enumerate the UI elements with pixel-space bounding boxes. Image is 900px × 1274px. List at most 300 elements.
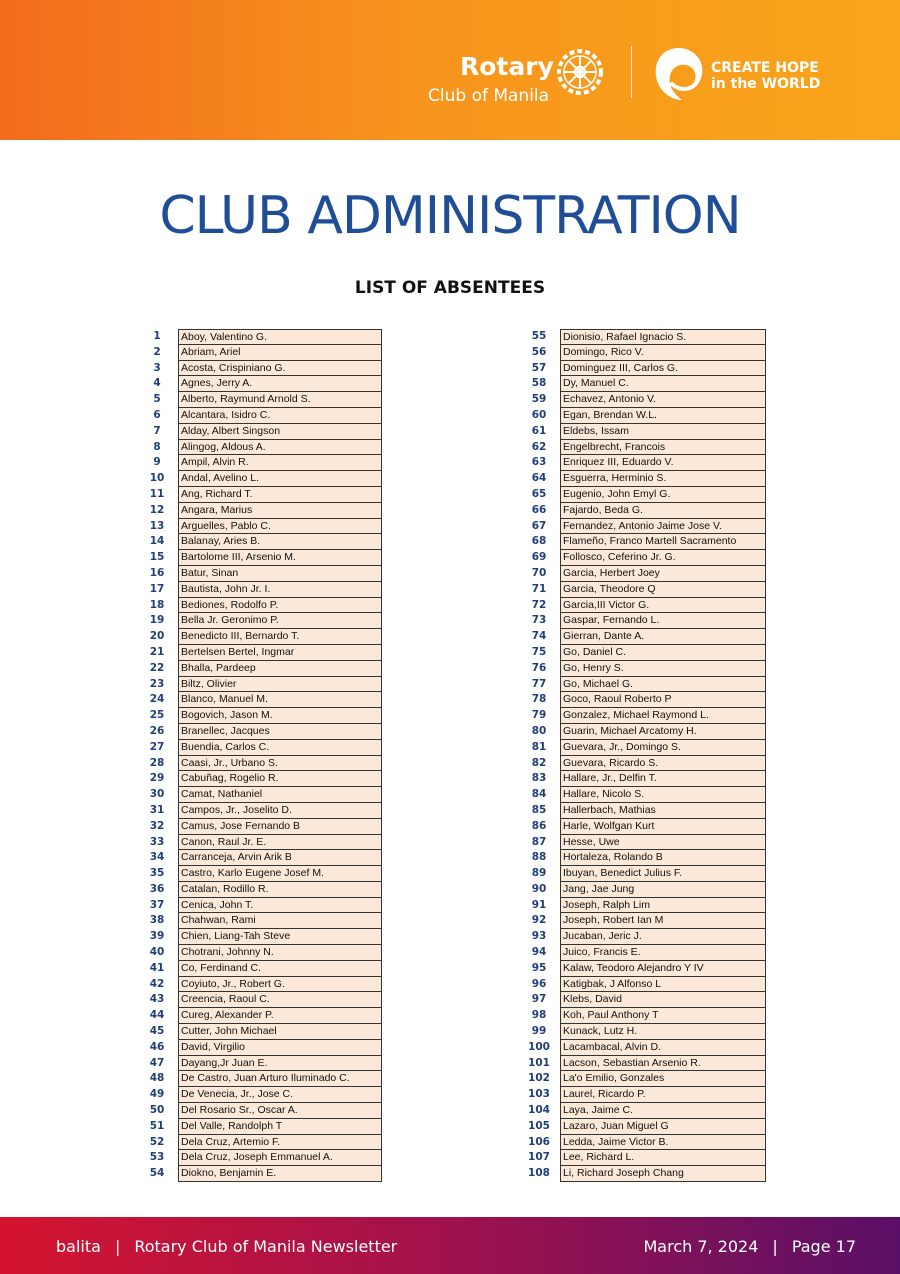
member-name: Hallerbach, Mathias [560, 803, 766, 819]
member-name: Del Valle, Randolph T [178, 1119, 382, 1135]
row-number: 77 [531, 677, 547, 690]
row-number: 59 [531, 393, 547, 406]
table-row [136, 819, 382, 835]
table-row [518, 866, 766, 882]
table-row [518, 819, 766, 835]
table-row [518, 550, 766, 566]
row-number: 45 [149, 1025, 165, 1038]
row-number: 41 [149, 961, 165, 974]
row-number: 46 [149, 1040, 165, 1053]
member-name: Agnes, Jerry A. [178, 376, 382, 392]
create-hope-text [711, 60, 820, 92]
member-name: Biltz, Olivier [178, 677, 382, 693]
table-row [518, 1135, 766, 1151]
table-row [136, 613, 382, 629]
row-number: 26 [149, 724, 165, 737]
table-row [518, 803, 766, 819]
table-row [518, 977, 766, 993]
row-number: 25 [149, 709, 165, 722]
member-name: Dy, Manuel C. [560, 376, 766, 392]
member-name: La'o Emilio, Gonzales [560, 1071, 766, 1087]
page-number: Page 17 [791, 1237, 856, 1256]
table-row [518, 1166, 766, 1182]
table-row [136, 708, 382, 724]
member-name: Alday, Albert Singson [178, 424, 382, 440]
row-number: 82 [531, 756, 547, 769]
member-name: Arguelles, Pablo C. [178, 519, 382, 535]
member-name: Coyiuto, Jr., Robert G. [178, 977, 382, 993]
member-name: Koh, Paul Anthony T [560, 1008, 766, 1024]
member-name: Laya, Jaime C. [560, 1103, 766, 1119]
table-row [518, 898, 766, 914]
member-name: Flameño, Franco Martell Sacramento [560, 534, 766, 550]
table-row [136, 424, 382, 440]
table-row [136, 487, 382, 503]
member-name: Canon, Raul Jr. E. [178, 835, 382, 851]
row-number: 70 [531, 566, 547, 579]
table-row [518, 1103, 766, 1119]
newsletter-name: Rotary Club of Manila Newsletter [134, 1237, 398, 1256]
row-number: 80 [531, 724, 547, 737]
member-name: Engelbrecht, Francois [560, 440, 766, 456]
member-name: Caasi, Jr., Urbano S. [178, 756, 382, 772]
logo-club-name: Club of Manila [428, 86, 550, 106]
member-name: Camat, Nathaniel [178, 787, 382, 803]
member-name: Kunack, Lutz H. [560, 1024, 766, 1040]
table-row [136, 1040, 382, 1056]
row-number: 8 [153, 440, 161, 453]
table-row [136, 850, 382, 866]
row-number: 99 [531, 1025, 547, 1038]
table-row [518, 487, 766, 503]
member-name: Goco, Raoul Roberto P [560, 692, 766, 708]
member-name: Dela Cruz, Joseph Emmanuel A. [178, 1150, 382, 1166]
member-name: Cutter, John Michael [178, 1024, 382, 1040]
row-number: 69 [531, 551, 547, 564]
row-number: 104 [528, 1104, 550, 1117]
table-row [518, 471, 766, 487]
row-number: 103 [528, 1088, 550, 1101]
row-number: 27 [149, 740, 165, 753]
table-row [136, 1119, 382, 1135]
table-row [518, 677, 766, 693]
row-number: 14 [149, 535, 165, 548]
row-number: 9 [153, 456, 161, 469]
table-row [136, 756, 382, 772]
table-row [518, 455, 766, 471]
row-number: 76 [531, 661, 547, 674]
row-number: 15 [149, 551, 165, 564]
table-row [518, 724, 766, 740]
row-number: 89 [531, 867, 547, 880]
row-number: 74 [531, 630, 547, 643]
footer-separator: | [114, 1237, 121, 1256]
member-name: Dela Cruz, Artemio F. [178, 1135, 382, 1151]
header-banner [0, 0, 900, 140]
table-row [136, 582, 382, 598]
member-name: Kalaw, Teodoro Alejandro Y IV [560, 961, 766, 977]
member-name: Batur, Sinan [178, 566, 382, 582]
logo-word: Rotary [460, 52, 554, 81]
table-row [518, 503, 766, 519]
table-row [136, 392, 382, 408]
row-number: 90 [531, 882, 547, 895]
member-name: Del Rosario Sr., Oscar A. [178, 1103, 382, 1119]
table-row [518, 361, 766, 377]
row-number: 55 [531, 330, 547, 342]
row-number: 81 [531, 740, 547, 753]
member-name: Hortaleza, Rolando B [560, 850, 766, 866]
table-row [136, 866, 382, 882]
member-name: Angara, Marius [178, 503, 382, 519]
member-name: Go, Michael G. [560, 677, 766, 693]
table-row [518, 992, 766, 1008]
table-row [136, 1087, 382, 1103]
member-name: Fajardo, Beda G. [560, 503, 766, 519]
row-number: 17 [149, 582, 165, 595]
member-name: Hallare, Jr., Delfin T. [560, 771, 766, 787]
member-name: Esguerra, Herminio S. [560, 471, 766, 487]
member-name: Go, Henry S. [560, 661, 766, 677]
row-number: 1 [153, 330, 161, 342]
table-row [136, 1056, 382, 1072]
row-number: 13 [149, 519, 165, 532]
member-name: Abriam, Ariel [178, 345, 382, 361]
row-number: 20 [149, 630, 165, 643]
table-row [136, 945, 382, 961]
table-row [518, 345, 766, 361]
row-number: 3 [153, 361, 161, 374]
row-number: 31 [149, 803, 165, 816]
row-number: 106 [528, 1135, 550, 1148]
member-name: Bella Jr. Geronimo P. [178, 613, 382, 629]
member-name: Campos, Jr., Joselito D. [178, 803, 382, 819]
member-name: Jang, Jae Jung [560, 882, 766, 898]
member-name: De Venecia, Jr., Jose C. [178, 1087, 382, 1103]
table-row [136, 1166, 382, 1182]
row-number: 52 [149, 1135, 165, 1148]
row-number: 98 [531, 1009, 547, 1022]
table-row [518, 376, 766, 392]
row-number: 43 [149, 993, 165, 1006]
member-name: Katigbak, J Alfonso L [560, 977, 766, 993]
row-number: 100 [528, 1040, 550, 1053]
row-number: 94 [531, 946, 547, 959]
member-name: Jucaban, Jeric J. [560, 929, 766, 945]
row-number: 105 [528, 1119, 550, 1132]
member-name: Joseph, Ralph Lim [560, 898, 766, 914]
row-number: 4 [153, 377, 161, 390]
footer-left [56, 1237, 397, 1256]
member-name: Chahwan, Rami [178, 913, 382, 929]
member-name: Dayang,Jr Juan E. [178, 1056, 382, 1072]
row-number: 78 [531, 693, 547, 706]
table-row [136, 519, 382, 535]
page-title: CLUB ADMINISTRATION [159, 186, 741, 246]
member-name: Ang, Richard T. [178, 487, 382, 503]
table-row [136, 835, 382, 851]
table-row [136, 503, 382, 519]
table-row [518, 392, 766, 408]
member-name: Balanay, Aries B. [178, 534, 382, 550]
row-number: 38 [149, 914, 165, 927]
table-row [518, 598, 766, 614]
table-row [518, 424, 766, 440]
row-number: 40 [149, 946, 165, 959]
member-name: Acosta, Crispiniano G. [178, 361, 382, 377]
table-row [518, 945, 766, 961]
member-name: Alberto, Raymund Arnold S. [178, 392, 382, 408]
row-number: 12 [149, 503, 165, 516]
table-row [518, 1087, 766, 1103]
member-name: Hallare, Nicolo S. [560, 787, 766, 803]
table-row [136, 329, 382, 345]
row-number: 35 [149, 867, 165, 880]
table-row [518, 692, 766, 708]
member-name: Bertelsen Bertel, Ingmar [178, 645, 382, 661]
row-number: 91 [531, 898, 547, 911]
publication-name: balita [56, 1237, 101, 1256]
table-row [518, 582, 766, 598]
table-row [136, 1135, 382, 1151]
member-name: Dominguez III, Carlos G. [560, 361, 766, 377]
row-number: 23 [149, 677, 165, 690]
row-number: 60 [531, 408, 547, 421]
table-row [518, 787, 766, 803]
row-number: 57 [531, 361, 547, 374]
table-row [518, 835, 766, 851]
member-name: Enriquez III, Eduardo V. [560, 455, 766, 471]
table-row [518, 771, 766, 787]
table-row [136, 787, 382, 803]
table-row [518, 850, 766, 866]
table-row [136, 882, 382, 898]
member-name: Bartolome III, Arsenio M. [178, 550, 382, 566]
table-row [136, 645, 382, 661]
row-number: 42 [149, 977, 165, 990]
footer-right [643, 1237, 856, 1256]
member-name: Eldebs, Issam [560, 424, 766, 440]
table-row [518, 440, 766, 456]
member-name: Joseph, Robert Ian M [560, 913, 766, 929]
member-name: Eugenio, John Emyl G. [560, 487, 766, 503]
row-number: 28 [149, 756, 165, 769]
table-row [136, 692, 382, 708]
row-number: 95 [531, 961, 547, 974]
table-row [136, 1150, 382, 1166]
member-name: Lacambacal, Alvin D. [560, 1040, 766, 1056]
member-name: Hesse, Uwe [560, 835, 766, 851]
row-number: 6 [153, 408, 161, 421]
row-number: 47 [149, 1056, 165, 1069]
member-name: Juico, Francis E. [560, 945, 766, 961]
member-name: Bediones, Rodolfo P. [178, 598, 382, 614]
row-number: 2 [153, 345, 161, 358]
row-number: 5 [153, 393, 161, 406]
row-number: 108 [528, 1167, 550, 1180]
member-name: Harle, Wolfgan Kurt [560, 819, 766, 835]
table-row [136, 550, 382, 566]
member-name: Follosco, Ceferino Jr. G. [560, 550, 766, 566]
member-name: Alcantara, Isidro C. [178, 408, 382, 424]
table-row [136, 534, 382, 550]
member-name: David, Virgilio [178, 1040, 382, 1056]
table-row [518, 519, 766, 535]
member-name: Branellec, Jacques [178, 724, 382, 740]
table-row [136, 598, 382, 614]
table-row [136, 566, 382, 582]
table-row [518, 1071, 766, 1087]
row-number: 75 [531, 645, 547, 658]
row-number: 29 [149, 772, 165, 785]
table-row [518, 1008, 766, 1024]
row-number: 37 [149, 898, 165, 911]
member-name: Guevara, Ricardo S. [560, 756, 766, 772]
row-number: 93 [531, 930, 547, 943]
table-row [518, 1024, 766, 1040]
table-row [136, 1071, 382, 1087]
table-row [136, 345, 382, 361]
row-number: 24 [149, 693, 165, 706]
member-name: Go, Daniel C. [560, 645, 766, 661]
table-row [136, 961, 382, 977]
table-row [518, 1150, 766, 1166]
member-name: Dionisio, Rafael Ignacio S. [560, 329, 766, 345]
member-name: Guevara, Jr., Domingo S. [560, 740, 766, 756]
member-name: Cabuñag, Rogelio R. [178, 771, 382, 787]
table-row [518, 740, 766, 756]
row-number: 11 [149, 487, 165, 500]
row-number: 30 [149, 788, 165, 801]
member-name: Chotrani, Johnny N. [178, 945, 382, 961]
member-name: Lacson, Sebastian Arsenio R. [560, 1056, 766, 1072]
table-row [518, 408, 766, 424]
row-number: 86 [531, 819, 547, 832]
row-number: 63 [531, 456, 547, 469]
row-number: 61 [531, 424, 547, 437]
member-name: Co, Ferdinand C. [178, 961, 382, 977]
row-number: 97 [531, 993, 547, 1006]
table-row [518, 913, 766, 929]
row-number: 67 [531, 519, 547, 532]
row-number: 49 [149, 1088, 165, 1101]
row-number: 22 [149, 661, 165, 674]
table-row [136, 361, 382, 377]
table-row [518, 661, 766, 677]
member-name: Li, Richard Joseph Chang [560, 1166, 766, 1182]
table-row [136, 376, 382, 392]
table-row [518, 1056, 766, 1072]
table-row [518, 708, 766, 724]
table-row [518, 756, 766, 772]
member-name: Lee, Richard L. [560, 1150, 766, 1166]
member-name: Klebs, David [560, 992, 766, 1008]
table-row [518, 961, 766, 977]
row-number: 19 [149, 614, 165, 627]
row-number: 102 [528, 1072, 550, 1085]
row-number: 34 [149, 851, 165, 864]
list-subtitle: LIST OF ABSENTEES [354, 278, 546, 298]
row-number: 50 [149, 1104, 165, 1117]
member-name: Egan, Brendan W.L. [560, 408, 766, 424]
table-row [518, 534, 766, 550]
row-number: 84 [531, 788, 547, 801]
row-number: 48 [149, 1072, 165, 1085]
member-name: Camus, Jose Fernando B [178, 819, 382, 835]
member-name: Gaspar, Fernando L. [560, 613, 766, 629]
member-name: Buendia, Carlos C. [178, 740, 382, 756]
member-name: Andal, Avelino L. [178, 471, 382, 487]
table-row [136, 724, 382, 740]
row-number: 88 [531, 851, 547, 864]
table-row [518, 882, 766, 898]
header-divider [631, 46, 632, 98]
table-row [136, 661, 382, 677]
row-number: 56 [531, 345, 547, 358]
member-name: Bogovich, Jason M. [178, 708, 382, 724]
row-number: 51 [149, 1119, 165, 1132]
member-name: Guarin, Michael Arcatomy H. [560, 724, 766, 740]
table-row [518, 1119, 766, 1135]
table-row [518, 1040, 766, 1056]
table-row [136, 440, 382, 456]
member-name: Castro, Karlo Eugene Josef M. [178, 866, 382, 882]
row-number: 18 [149, 598, 165, 611]
rotary-wheel-icon [552, 44, 608, 100]
row-number: 92 [531, 914, 547, 927]
row-number: 87 [531, 835, 547, 848]
member-name: Garcia, Herbert Joey [560, 566, 766, 582]
row-number: 85 [531, 803, 547, 816]
table-row [136, 913, 382, 929]
member-name: Gierran, Dante A. [560, 629, 766, 645]
row-number: 64 [531, 472, 547, 485]
row-number: 32 [149, 819, 165, 832]
row-number: 54 [149, 1167, 165, 1180]
table-row [136, 992, 382, 1008]
row-number: 65 [531, 487, 547, 500]
row-number: 101 [528, 1056, 550, 1069]
member-name: Cureg, Alexander P. [178, 1008, 382, 1024]
table-row [136, 629, 382, 645]
row-number: 10 [149, 472, 165, 485]
member-name: Garcia, Theodore Q [560, 582, 766, 598]
table-row [518, 329, 766, 345]
row-number: 68 [531, 535, 547, 548]
member-name: Ibuyan, Benedict Julius F. [560, 866, 766, 882]
table-row [136, 740, 382, 756]
member-name: Gonzalez, Michael Raymond L. [560, 708, 766, 724]
member-name: Benedicto III, Bernardo T. [178, 629, 382, 645]
table-row [518, 613, 766, 629]
row-number: 7 [153, 424, 161, 437]
member-name: Cenica, John T. [178, 898, 382, 914]
absentee-list-right [518, 329, 766, 1182]
member-name: Blanco, Manuel M. [178, 692, 382, 708]
table-row [136, 471, 382, 487]
footer-bar [0, 1217, 900, 1274]
table-row [136, 1024, 382, 1040]
row-number: 66 [531, 503, 547, 516]
row-number: 16 [149, 566, 165, 579]
row-number: 72 [531, 598, 547, 611]
row-number: 21 [149, 645, 165, 658]
member-name: Creencia, Raoul C. [178, 992, 382, 1008]
member-name: Domingo, Rico V. [560, 345, 766, 361]
row-number: 58 [531, 377, 547, 390]
table-row [136, 898, 382, 914]
table-row [136, 803, 382, 819]
